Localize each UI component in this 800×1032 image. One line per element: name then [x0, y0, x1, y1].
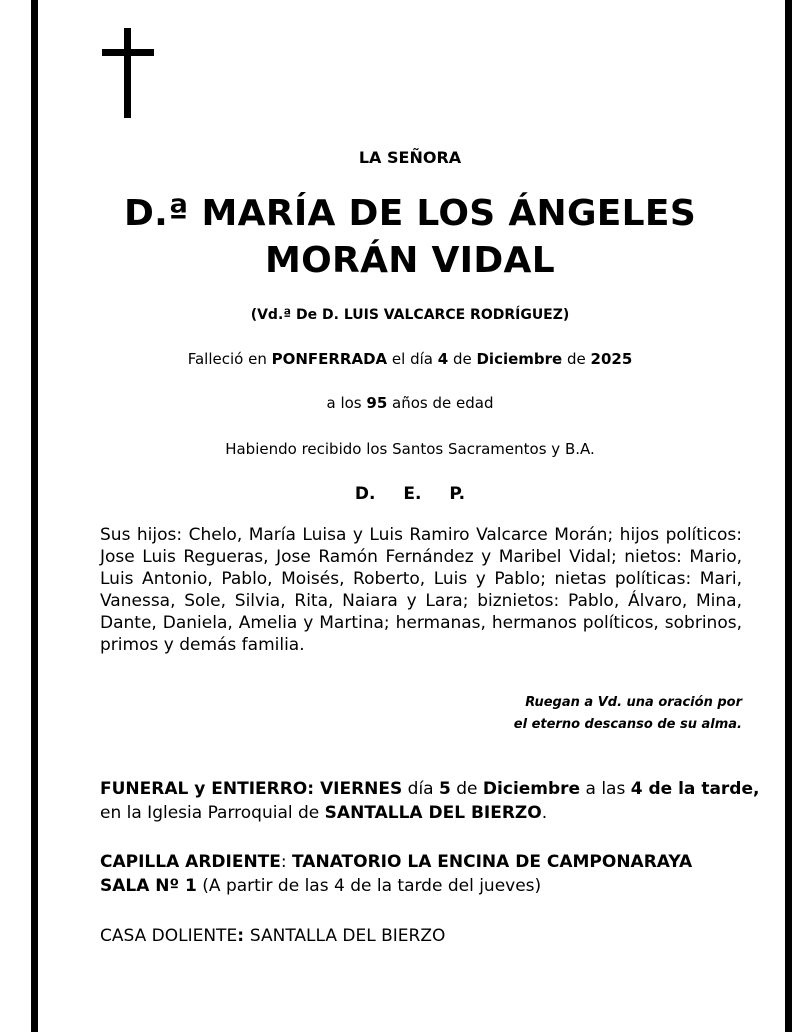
chapel-label: CAPILLA ARDIENTE	[100, 852, 281, 872]
death-info: Falleció en PONFERRADA el día 4 de Diciembre de 2025	[187, 350, 633, 368]
death-month: Diciembre	[476, 350, 563, 368]
cross-icon	[102, 28, 154, 118]
funeral-info: FUNERAL y ENTIERRO: VIERNES día 5 de Diciembre a las 4 de la tarde, en la Iglesia Parroquial de SANTALLA DEL BIERZO.	[100, 779, 760, 823]
sacraments-text: Habiendo recibido los Santos Sacramentos y B.A.	[225, 440, 595, 458]
left-border	[31, 0, 38, 1032]
funeral-label: FUNERAL y ENTIERRO:	[100, 779, 320, 799]
home-info: CASA DOLIENTE: SANTALLA DEL BIERZO	[100, 926, 446, 946]
death-day: 4	[437, 350, 449, 368]
dep-text: D. E. P.	[354, 484, 466, 504]
age-info: a los 95 años de edad	[326, 394, 494, 412]
deceased-name-line2: MORÁN VIDAL	[265, 240, 555, 281]
prayer-line2: el eterno descanso de su alma.	[513, 717, 742, 732]
funeral-month: Diciembre	[482, 779, 581, 799]
family-text: Sus hijos: Chelo, María Luisa y Luis Ramiro Valcarce Morán; hijos políticos: Jose Luis Regueras, Jose Ramón Fernández y Maribel Vidal; nietos: Mario, Luis Antonio, Pablo, Moisés, Roberto, Luis y Pablo; nietas políticas: Mari, Vanessa, Sole, Silvia, Rita, Naiara y Lara; biznietos: Pablo, Álvaro, Mina, Dante, Daniela, Amelia y Martina; hermanas, hermanos políticos, sobrinos, primos y demás familia.	[100, 525, 742, 655]
funeral-day: 5	[439, 779, 451, 799]
prayer-line1: Ruegan a Vd. una oración por	[525, 695, 742, 710]
funeral-weekday: VIERNES	[319, 779, 403, 799]
chapel-place: TANATORIO LA ENCINA DE CAMPONARAYA	[292, 852, 693, 872]
right-border	[785, 0, 792, 1032]
death-place: PONFERRADA	[271, 350, 388, 368]
title-prefix: LA SEÑORA	[358, 148, 462, 167]
deceased-name-line1: D.ª MARÍA DE LOS ÁNGELES	[123, 193, 697, 234]
home-place: SANTALLA DEL BIERZO	[249, 926, 446, 946]
funeral-time: 4 de la tarde,	[630, 779, 760, 799]
chapel-info: CAPILLA ARDIENTE: TANATORIO LA ENCINA DE CAMPONARAYA SALA Nº 1 (A partir de las 4 de la tarde del jueves)	[100, 852, 693, 896]
chapel-note: (A partir de las 4 de la tarde del jueves)	[196, 876, 542, 896]
prayer-request	[400, 692, 742, 736]
widow-of: (Vd.ª De D. LUIS VALCARCE RODRÍGUEZ)	[250, 307, 570, 323]
chapel-room: SALA Nº 1	[100, 876, 197, 896]
age-years: 95	[366, 394, 388, 412]
funeral-church-place: SANTALLA DEL BIERZO	[324, 803, 542, 823]
home-label: CASA DOLIENTE	[100, 926, 238, 946]
death-year: 2025	[590, 350, 633, 368]
